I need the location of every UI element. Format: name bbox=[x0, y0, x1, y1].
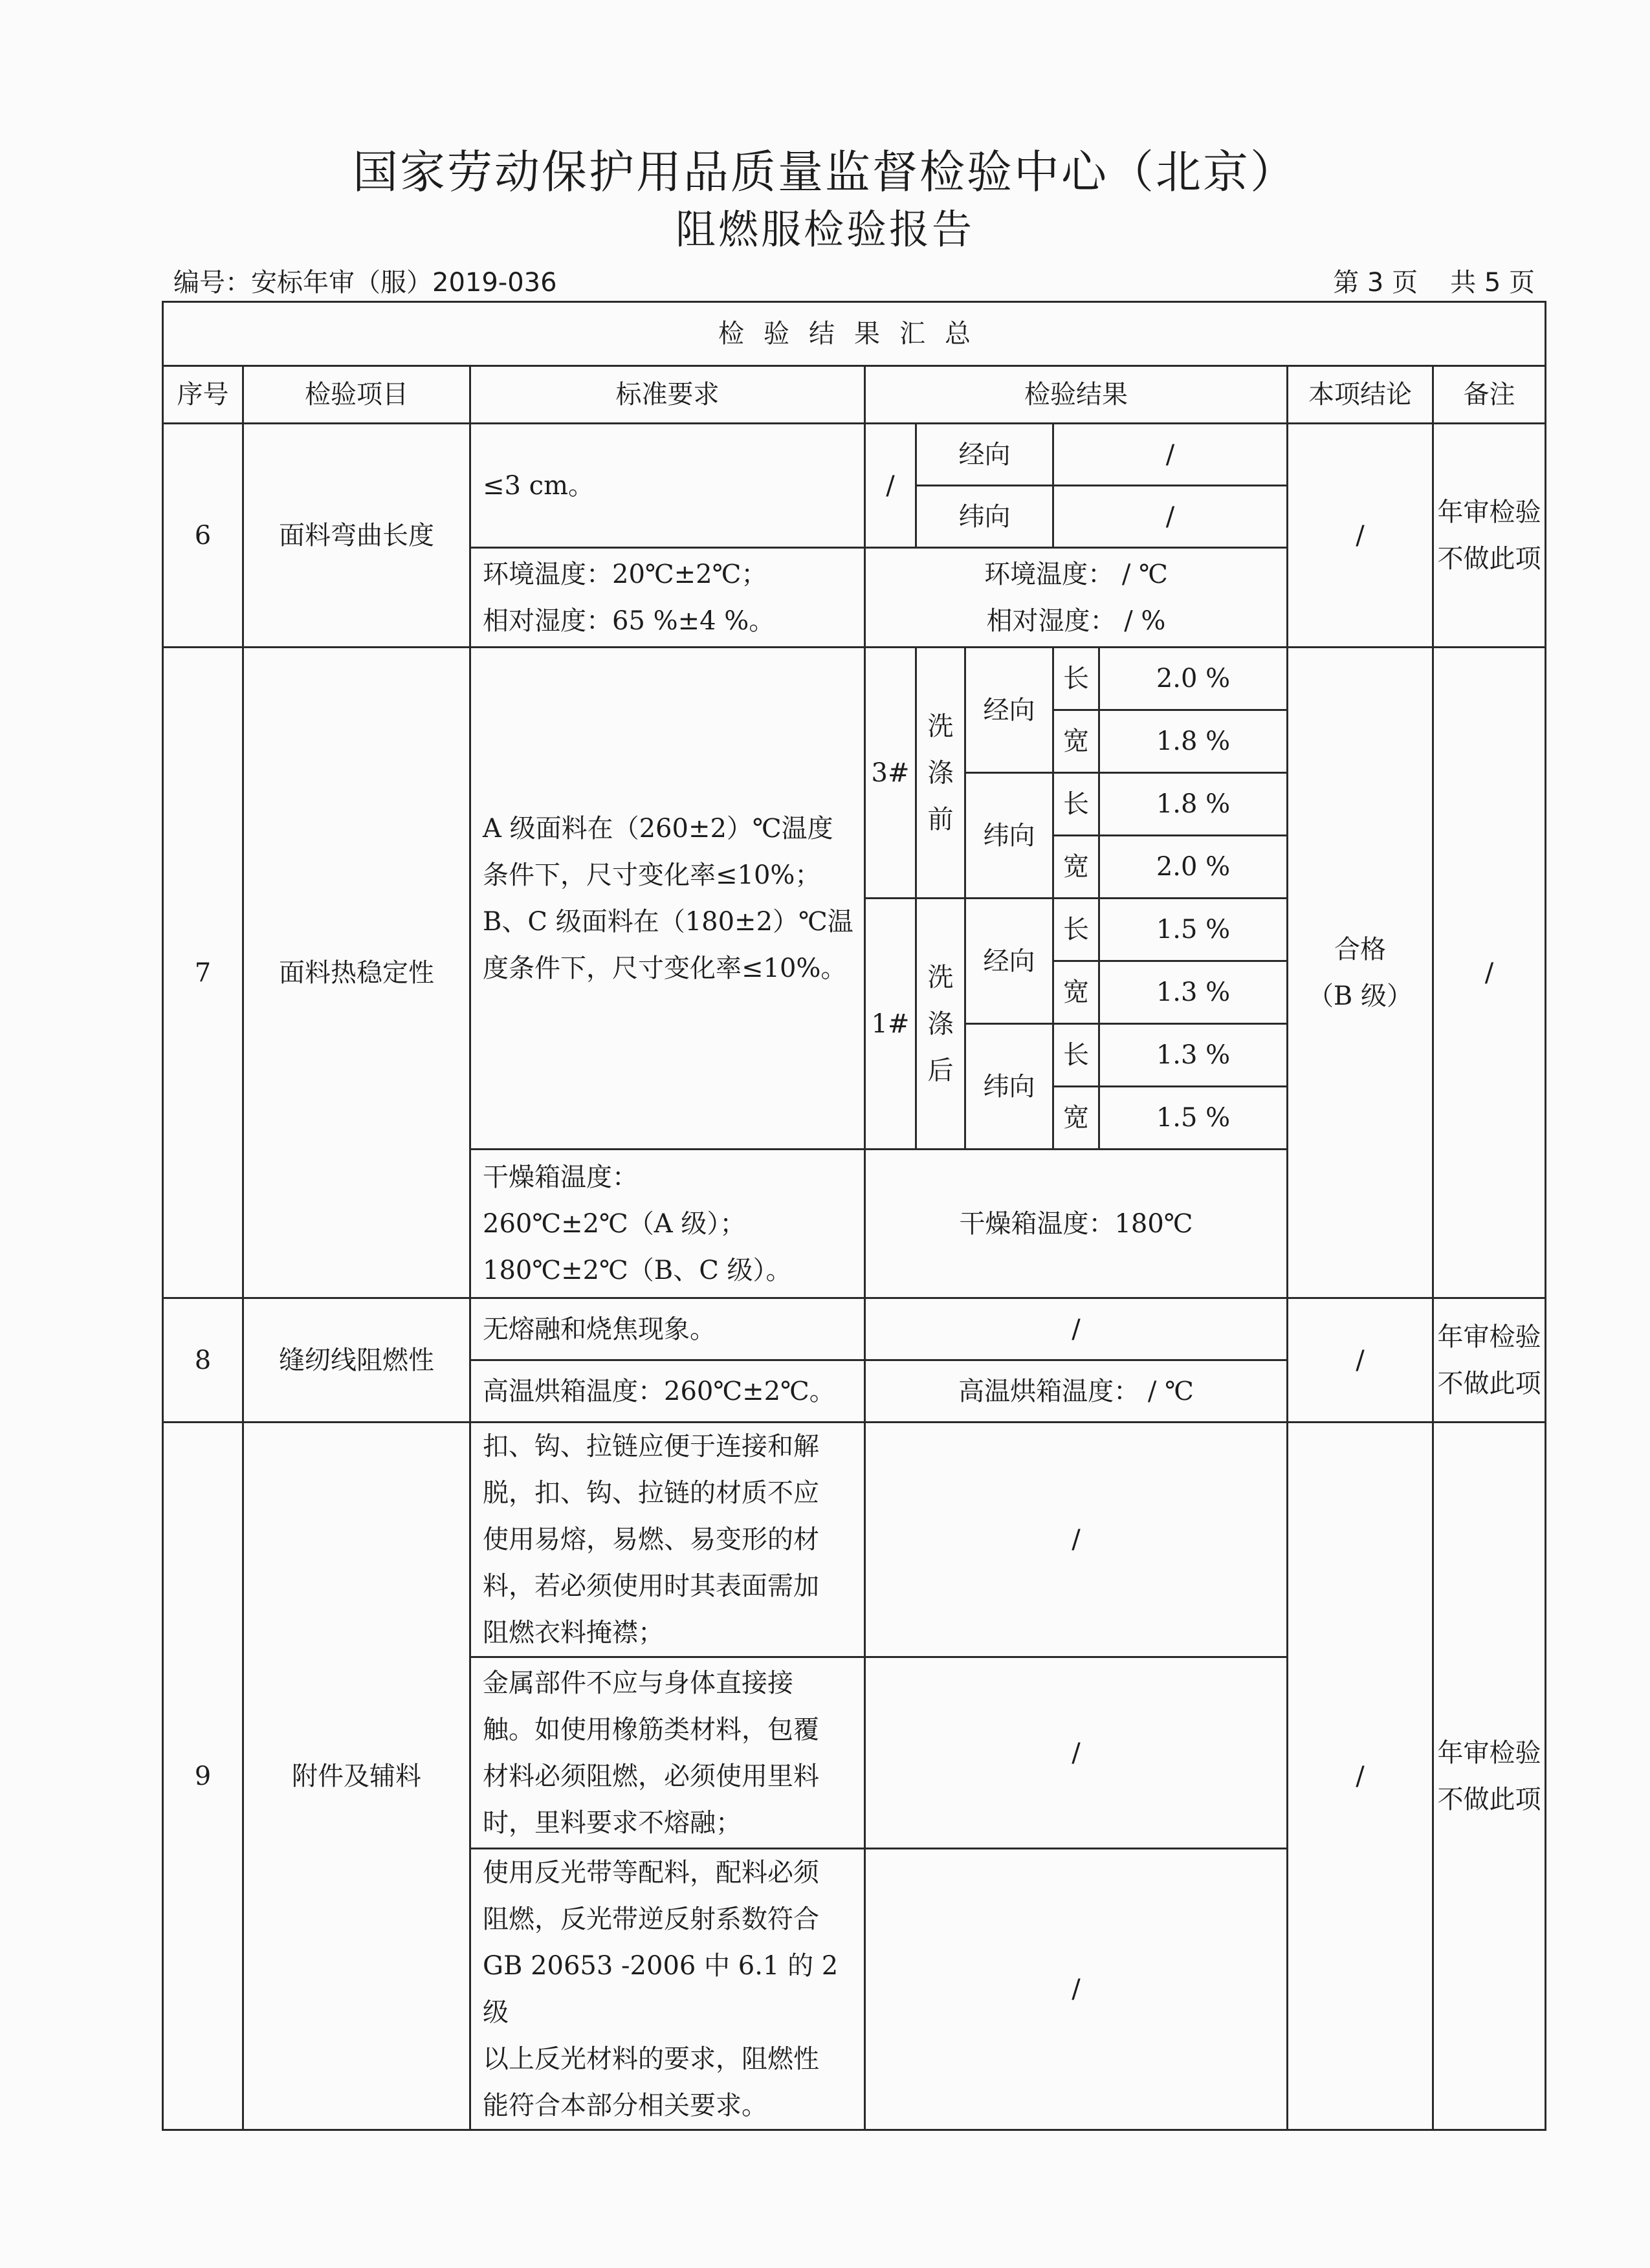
row6-a bbox=[163, 424, 1546, 486]
row7-remark: / bbox=[1433, 648, 1546, 1298]
row7-b-weft-wid-val: 2.0 % bbox=[1099, 836, 1288, 899]
row8-req2: 高温烘箱温度：260℃±2℃。 bbox=[470, 1360, 865, 1423]
row6-remark bbox=[1433, 424, 1546, 648]
row7-after-char2: 涤 bbox=[927, 1009, 954, 1039]
row7-req-line2: 条件下，尺寸变化率≤10%； bbox=[483, 860, 821, 890]
row7-b-warp-wid-val: 1.8 % bbox=[1099, 710, 1288, 773]
row9-item: 附件及辅料 bbox=[243, 1423, 470, 2130]
row6-sample: / bbox=[865, 424, 916, 548]
row9-req1-line4: 料，若必须使用时其表面需加 bbox=[483, 1571, 819, 1601]
row8-remark bbox=[1433, 1298, 1546, 1423]
row8-req1: 无熔融和烧焦现象。 bbox=[470, 1298, 865, 1360]
row7-a-weft-len-val: 1.3 % bbox=[1099, 1024, 1288, 1087]
row9-req3-line5: 能符合本部分相关要求。 bbox=[483, 2091, 767, 2121]
row7-after-sample: 1# bbox=[865, 899, 916, 1150]
row9-res2: / bbox=[865, 1657, 1288, 1849]
report-title: 国家劳动保护用品质量监督检验中心（北京） bbox=[353, 146, 1297, 199]
row6-weft-value: / bbox=[1053, 486, 1288, 548]
summary-title: 检验结果汇总 bbox=[163, 302, 1546, 366]
row8-remark-line2: 不做此项 bbox=[1437, 1368, 1541, 1399]
report-number: 编号：安标年审（服）2019-036 bbox=[173, 268, 557, 298]
header-requirement: 标准要求 bbox=[470, 366, 865, 424]
row7-b-warp-wid-label: 宽 bbox=[1053, 710, 1099, 773]
row6-res2-line2: 相对湿度： / % bbox=[986, 605, 1166, 636]
row9-req1-line1: 扣、钩、拉链应便于连接和解 bbox=[483, 1432, 819, 1461]
row9-req3-line3: GB 20653 -2006 中 6.1 的 2 级 bbox=[483, 1951, 839, 2027]
row9-req1 bbox=[470, 1423, 865, 1657]
row9-res1: / bbox=[865, 1423, 1288, 1657]
row7-a-warp-wid-val: 1.3 % bbox=[1099, 961, 1288, 1024]
header-conclusion: 本项结论 bbox=[1288, 366, 1433, 424]
row8-a bbox=[163, 1298, 1546, 1360]
row9-req1-line2: 脱，扣、钩、拉链的材质不应 bbox=[483, 1478, 819, 1508]
row8-res2: 高温烘箱温度： / ℃ bbox=[865, 1360, 1288, 1423]
summary-title-row bbox=[163, 302, 1546, 366]
row6-no: 6 bbox=[163, 424, 243, 648]
row9-remark bbox=[1433, 1423, 1546, 2130]
row7-conclusion bbox=[1288, 648, 1433, 1298]
row7-item: 面料热稳定性 bbox=[243, 648, 470, 1298]
row6-remark-line2: 不做此项 bbox=[1437, 543, 1541, 574]
row6-remark-line1: 年审检验 bbox=[1437, 497, 1541, 527]
row7-conclusion-line2: （B 级） bbox=[1307, 981, 1413, 1011]
row8-res1: / bbox=[865, 1298, 1288, 1360]
row7-before-sample: 3# bbox=[865, 648, 916, 899]
header-no: 序号 bbox=[163, 366, 243, 424]
results-table bbox=[162, 301, 1546, 2131]
row9-req1-line3: 使用易熔，易燃、易变形的材 bbox=[483, 1525, 819, 1554]
row7-oven-result: 干燥箱温度：180℃ bbox=[865, 1150, 1288, 1298]
row7-oven-req-line2: 260℃±2℃（A 级）； bbox=[483, 1208, 746, 1239]
row9-req2-line2: 触。如使用橡筋类材料，包覆 bbox=[483, 1714, 819, 1745]
row9-req2-line1: 金属部件不应与身体直接接 bbox=[483, 1668, 793, 1698]
row9-req3-line2: 阻燃，反光带逆反射系数符合 bbox=[483, 1904, 819, 1934]
row9-conclusion: / bbox=[1288, 1423, 1433, 2130]
page-current: 第 3 页 bbox=[1333, 268, 1418, 298]
row7-b-weft-len-label: 长 bbox=[1053, 773, 1099, 836]
row6-conclusion: / bbox=[1288, 424, 1433, 648]
row6-res2 bbox=[865, 548, 1288, 648]
row7-r1 bbox=[163, 648, 1546, 710]
row8-no: 8 bbox=[163, 1298, 243, 1423]
row7-before-char3: 前 bbox=[927, 804, 954, 834]
row7-b-warp-len-val: 2.0 % bbox=[1099, 648, 1288, 710]
row7-b-weft-wid-label: 宽 bbox=[1053, 836, 1099, 899]
row9-a bbox=[163, 1423, 1546, 1657]
page-total: 共 5 页 bbox=[1450, 268, 1535, 298]
row7-b-weft-len-val: 1.8 % bbox=[1099, 773, 1288, 836]
row6-req2-line1: 环境温度：20℃±2℃； bbox=[483, 559, 767, 589]
row6-req2 bbox=[470, 548, 865, 648]
row6-weft-label: 纬向 bbox=[916, 486, 1053, 548]
row7-after-weft: 纬向 bbox=[965, 1024, 1053, 1150]
row7-b-warp-len-label: 长 bbox=[1053, 648, 1099, 710]
row7-a-warp-len-label: 长 bbox=[1053, 899, 1099, 961]
row8-conclusion: / bbox=[1288, 1298, 1433, 1423]
row7-req-line3: B、C 级面料在（180±2）℃温 bbox=[483, 906, 853, 937]
row7-a-weft-wid-val: 1.5 % bbox=[1099, 1087, 1288, 1150]
row7-conclusion-line1: 合格 bbox=[1334, 934, 1386, 965]
row7-before-weft: 纬向 bbox=[965, 773, 1053, 899]
row7-after-char3: 后 bbox=[927, 1055, 954, 1085]
row7-after-warp: 经向 bbox=[965, 899, 1053, 1024]
row7-a-warp-len-val: 1.5 % bbox=[1099, 899, 1288, 961]
row8-remark-line1: 年审检验 bbox=[1437, 1322, 1541, 1352]
row7-oven-req bbox=[470, 1150, 865, 1298]
header-item: 检验项目 bbox=[243, 366, 470, 424]
report-subtitle: 阻燃服检验报告 bbox=[675, 206, 974, 253]
row9-req2-line4: 时，里料要求不熔融； bbox=[483, 1807, 742, 1838]
row9-req1-line5: 阻燃衣料掩襟； bbox=[483, 1618, 664, 1648]
row7-a-weft-wid-label: 宽 bbox=[1053, 1087, 1099, 1150]
row7-a-warp-wid-label: 宽 bbox=[1053, 961, 1099, 1024]
row9-no: 9 bbox=[163, 1423, 243, 2130]
row9-req2 bbox=[470, 1657, 865, 1849]
row7-no: 7 bbox=[163, 648, 243, 1298]
header-result: 检验结果 bbox=[865, 366, 1288, 424]
row6-warp-label: 经向 bbox=[916, 424, 1053, 486]
row6-req2-line2: 相对湿度：65 %±4 %。 bbox=[483, 605, 775, 636]
row8-item: 缝纫线阻燃性 bbox=[243, 1298, 470, 1423]
row7-oven-req-line1: 干燥箱温度： bbox=[483, 1162, 638, 1192]
row7-before-label bbox=[916, 648, 965, 899]
row9-remark-line2: 不做此项 bbox=[1437, 1784, 1541, 1815]
row9-req3-line4: 以上反光材料的要求，阻燃性 bbox=[483, 2044, 819, 2074]
row7-oven-req-line3: 180℃±2℃（B、C 级）。 bbox=[483, 1255, 792, 1285]
row6-item: 面料弯曲长度 bbox=[243, 424, 470, 648]
row7-before-char2: 涤 bbox=[927, 758, 954, 788]
header-row bbox=[163, 366, 1546, 424]
row7-before-char1: 洗 bbox=[927, 711, 954, 741]
row7-after-label bbox=[916, 899, 965, 1150]
row9-req3-line1: 使用反光带等配料，配料必须 bbox=[483, 1858, 819, 1888]
row9-req3 bbox=[470, 1849, 865, 2130]
row6-res2-line1: 环境温度： / ℃ bbox=[984, 559, 1168, 589]
row7-after-char1: 洗 bbox=[927, 962, 954, 992]
row7-req-line1: A 级面料在（260±2）℃温度 bbox=[483, 813, 833, 844]
row7-req bbox=[470, 648, 865, 1150]
row6-req1: ≤3 cm。 bbox=[470, 424, 865, 548]
row9-remark-line1: 年审检验 bbox=[1437, 1738, 1541, 1768]
row9-res3: / bbox=[865, 1849, 1288, 2130]
row7-before-warp: 经向 bbox=[965, 648, 1053, 773]
row6-warp-value: / bbox=[1053, 424, 1288, 486]
header-remark: 备注 bbox=[1433, 366, 1546, 424]
row7-req-line4: 度条件下，尺寸变化率≤10%。 bbox=[483, 953, 847, 983]
row7-a-weft-len-label: 长 bbox=[1053, 1024, 1099, 1087]
row9-req2-line3: 材料必须阻燃，必须使用里料 bbox=[483, 1761, 819, 1791]
page-indicator bbox=[1329, 262, 1535, 299]
